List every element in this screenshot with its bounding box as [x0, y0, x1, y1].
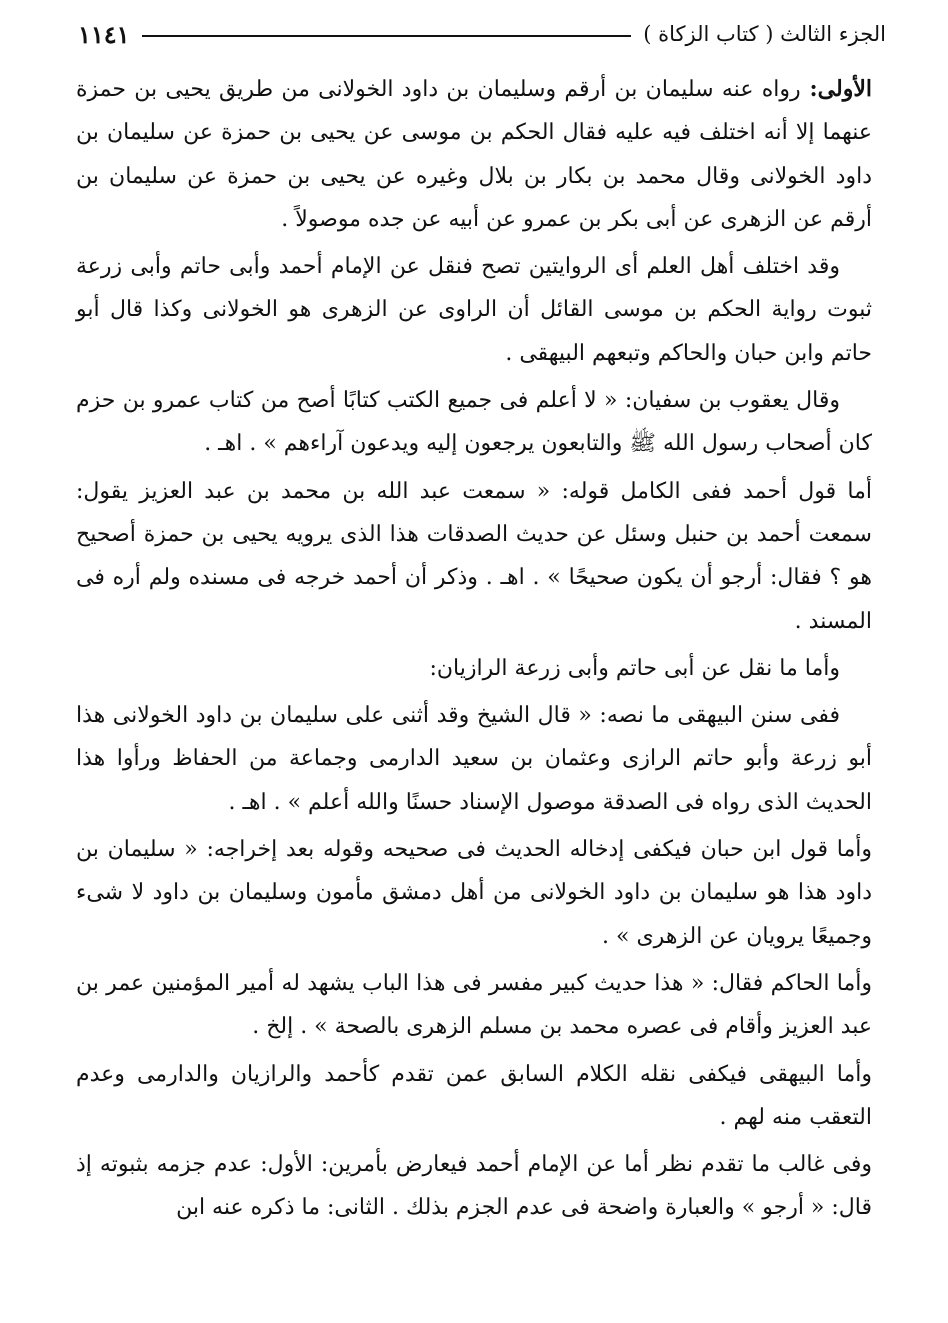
paragraph-text: وأما البيهقى فيكفى نقله الكلام السابق عمن تقدم كأحمد والرازيان والدارمى وعدم التعقب منه لهم .	[76, 1061, 872, 1130]
paragraph	[76, 962, 872, 1049]
paragraph	[76, 470, 872, 643]
paragraph-text: رواه عنه سليمان بن أرقم وسليمان بن داود الخولانى من طريق يحيى بن حمزة عنهما إلا أنه اختلف فيه عليه فقال الحكم بن موسى عن يحيى بن حمزة عن سليمان بن داود الخولانى وقال محمد بن بكار بن بلال وغيره عن يحيى بن حمزة عن سليمان بن أرقم عن الزهرى عن أبى بكر بن عمرو عن أبيه عن جده موصولاً .	[76, 77, 872, 232]
page-number: ١١٤١	[78, 19, 130, 49]
paragraph	[76, 694, 872, 824]
paragraph	[76, 245, 872, 375]
paragraph-text: وأما الحاكم فقال: « هذا حديث كبير مفسر فى هذا الباب يشهد له أمير المؤمنين عمر بن عبد العزيز وأقام فى عصره محمد بن مسلم الزهرى بالصحة » . إلخ .	[76, 970, 872, 1040]
running-head	[78, 14, 886, 54]
paragraph-text: وقد اختلف أهل العلم أى الروايتين تصح فنقل عن الإمام أحمد وأبى حاتم وأبى زرعة ثبوت رواية الحكم بن موسى القائل أن الراوى عن الزهرى هو الخولانى وكذا قال أبو حاتم وابن حبان والحاكم وتبعهم البيهقى .	[76, 254, 872, 366]
paragraph	[76, 1143, 872, 1230]
paragraph	[76, 68, 872, 241]
paragraph	[76, 379, 872, 466]
running-head-title: الجزء الثالث ( كتاب الزكاة )	[643, 22, 886, 46]
paragraph	[76, 647, 872, 690]
paragraph-text: وقال يعقوب بن سفيان: « لا أعلم فى جميع الكتب كتابًا أصح من كتاب عمرو بن حزم كان أصحاب رسول الله ﷺ والتابعون يرجعون إليه ويدعون آراءهم » . اهـ .	[76, 388, 872, 457]
paragraph	[76, 1053, 872, 1140]
paragraph-text: وأما ما نقل عن أبى حاتم وأبى زرعة الرازيان:	[429, 655, 840, 681]
paragraph-text: وفى غالب ما تقدم نظر أما عن الإمام أحمد فيعارض بأمرين: الأول: عدم جزمه بثبوته إذ قال: « أرجو » والعبارة واضحة فى عدم الجزم بذلك . الثانى: ما ذكره عنه ابن	[76, 1152, 872, 1221]
paragraph-text: وأما قول ابن حبان فيكفى إدخاله الحديث فى صحيحه وقوله بعد إخراجه: « سليمان بن داود هذا هو سليمان بن داود الخولانى من أهل دمشق مأمون وسليمان بن داود لا شىء وجميعًا يرويان عن الزهرى » .	[76, 837, 872, 949]
page-body	[76, 68, 872, 1234]
header-rule	[142, 35, 632, 37]
paragraph-text: ففى سنن البيهقى ما نصه: « قال الشيخ وقد أثنى على سليمان بن داود الخولانى هذا أبو زرعة وأبو حاتم الرازى وعثمان بن سعيد الدارمى وجماعة من الحفاظ ورأوا هذا الحديث الذى رواه فى الصدقة موصول الإسناد حسنًا والله أعلم » . اهـ .	[76, 703, 872, 815]
paragraph-text: أما قول أحمد ففى الكامل قوله: « سمعت عبد الله بن محمد بن عبد العزيز يقول: سمعت أحمد بن حنبل وسئل عن حديث الصدقات هذا الذى يرويه يحيى بن حمزة أصحيح هو ؟ فقال: أرجو أن يكون صحيحًا » . اهـ . وذكر أن أحمد خرجه فى مسنده ولم أره فى المسند .	[76, 478, 872, 634]
paragraph-lead: الأولى:	[800, 76, 872, 102]
paragraph	[76, 828, 872, 958]
